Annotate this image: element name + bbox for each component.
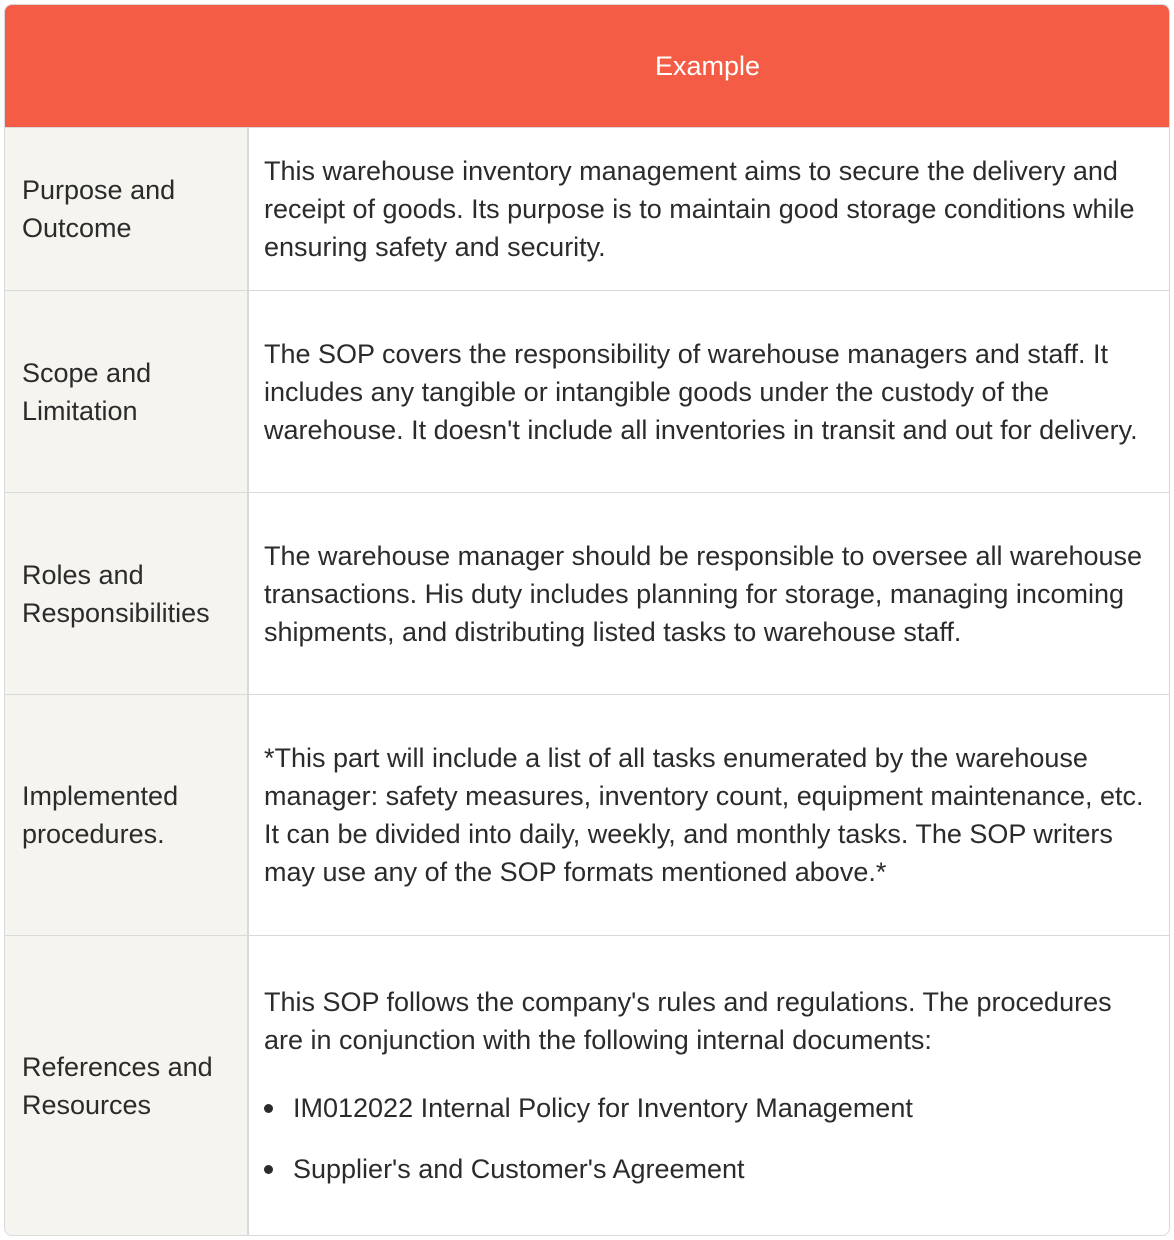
list-item-text: Supplier's and Customer's Agreement bbox=[293, 1154, 745, 1185]
table-row bbox=[5, 936, 1169, 1236]
sop-table bbox=[5, 5, 1169, 1236]
table-row bbox=[5, 291, 1169, 493]
table-row bbox=[5, 128, 1169, 291]
bullet-icon bbox=[264, 1165, 273, 1174]
row-description: The SOP covers the responsibility of warehouse managers and staff. It includes any tangible or intangible goods under the custody of the warehouse. It doesn't include all inventories in transit and out for delivery. bbox=[248, 291, 1169, 493]
row-description: This SOP follows the company's rules and regulations. The procedures are in conjunction with the following internal documents: bbox=[264, 987, 1112, 1056]
row-label: Purpose and Outcome bbox=[5, 128, 248, 291]
sop-example-table bbox=[4, 4, 1170, 1236]
row-label: Roles and Responsibilities bbox=[5, 493, 248, 695]
row-description-with-list bbox=[248, 936, 1169, 1236]
row-label: References and Resources bbox=[5, 936, 248, 1236]
table-row bbox=[5, 493, 1169, 695]
row-label: Scope and Limitation bbox=[5, 291, 248, 493]
row-label: Implemented procedures. bbox=[5, 695, 248, 936]
header-example-text: Example bbox=[654, 50, 761, 81]
bullet-icon bbox=[264, 1104, 273, 1113]
list-item bbox=[264, 1150, 1147, 1188]
reference-list bbox=[264, 1089, 1147, 1188]
table-row bbox=[5, 695, 1169, 936]
row-description: This warehouse inventory management aims to secure the delivery and receipt of goods. Its purpose is to maintain good storage conditions while ensuring safety and security. bbox=[248, 128, 1169, 291]
list-item bbox=[264, 1089, 1147, 1127]
row-description: The warehouse manager should be responsible to oversee all warehouse transactions. His duty includes planning for storage, managing incoming shipments, and distributing listed tasks to warehouse staff. bbox=[248, 493, 1169, 695]
row-description: *This part will include a list of all tasks enumerated by the warehouse manager: safety measures, inventory count, equipment maintenance, etc. It can be divided into daily, weekly, and monthly tasks. The SOP writers may use any of the SOP formats mentioned above.* bbox=[248, 695, 1169, 936]
header-label-cell bbox=[5, 5, 248, 128]
list-item-text: IM012022 Internal Policy for Inventory Management bbox=[293, 1093, 913, 1124]
table-header-row bbox=[5, 5, 1169, 128]
header-example-cell bbox=[248, 5, 1169, 128]
